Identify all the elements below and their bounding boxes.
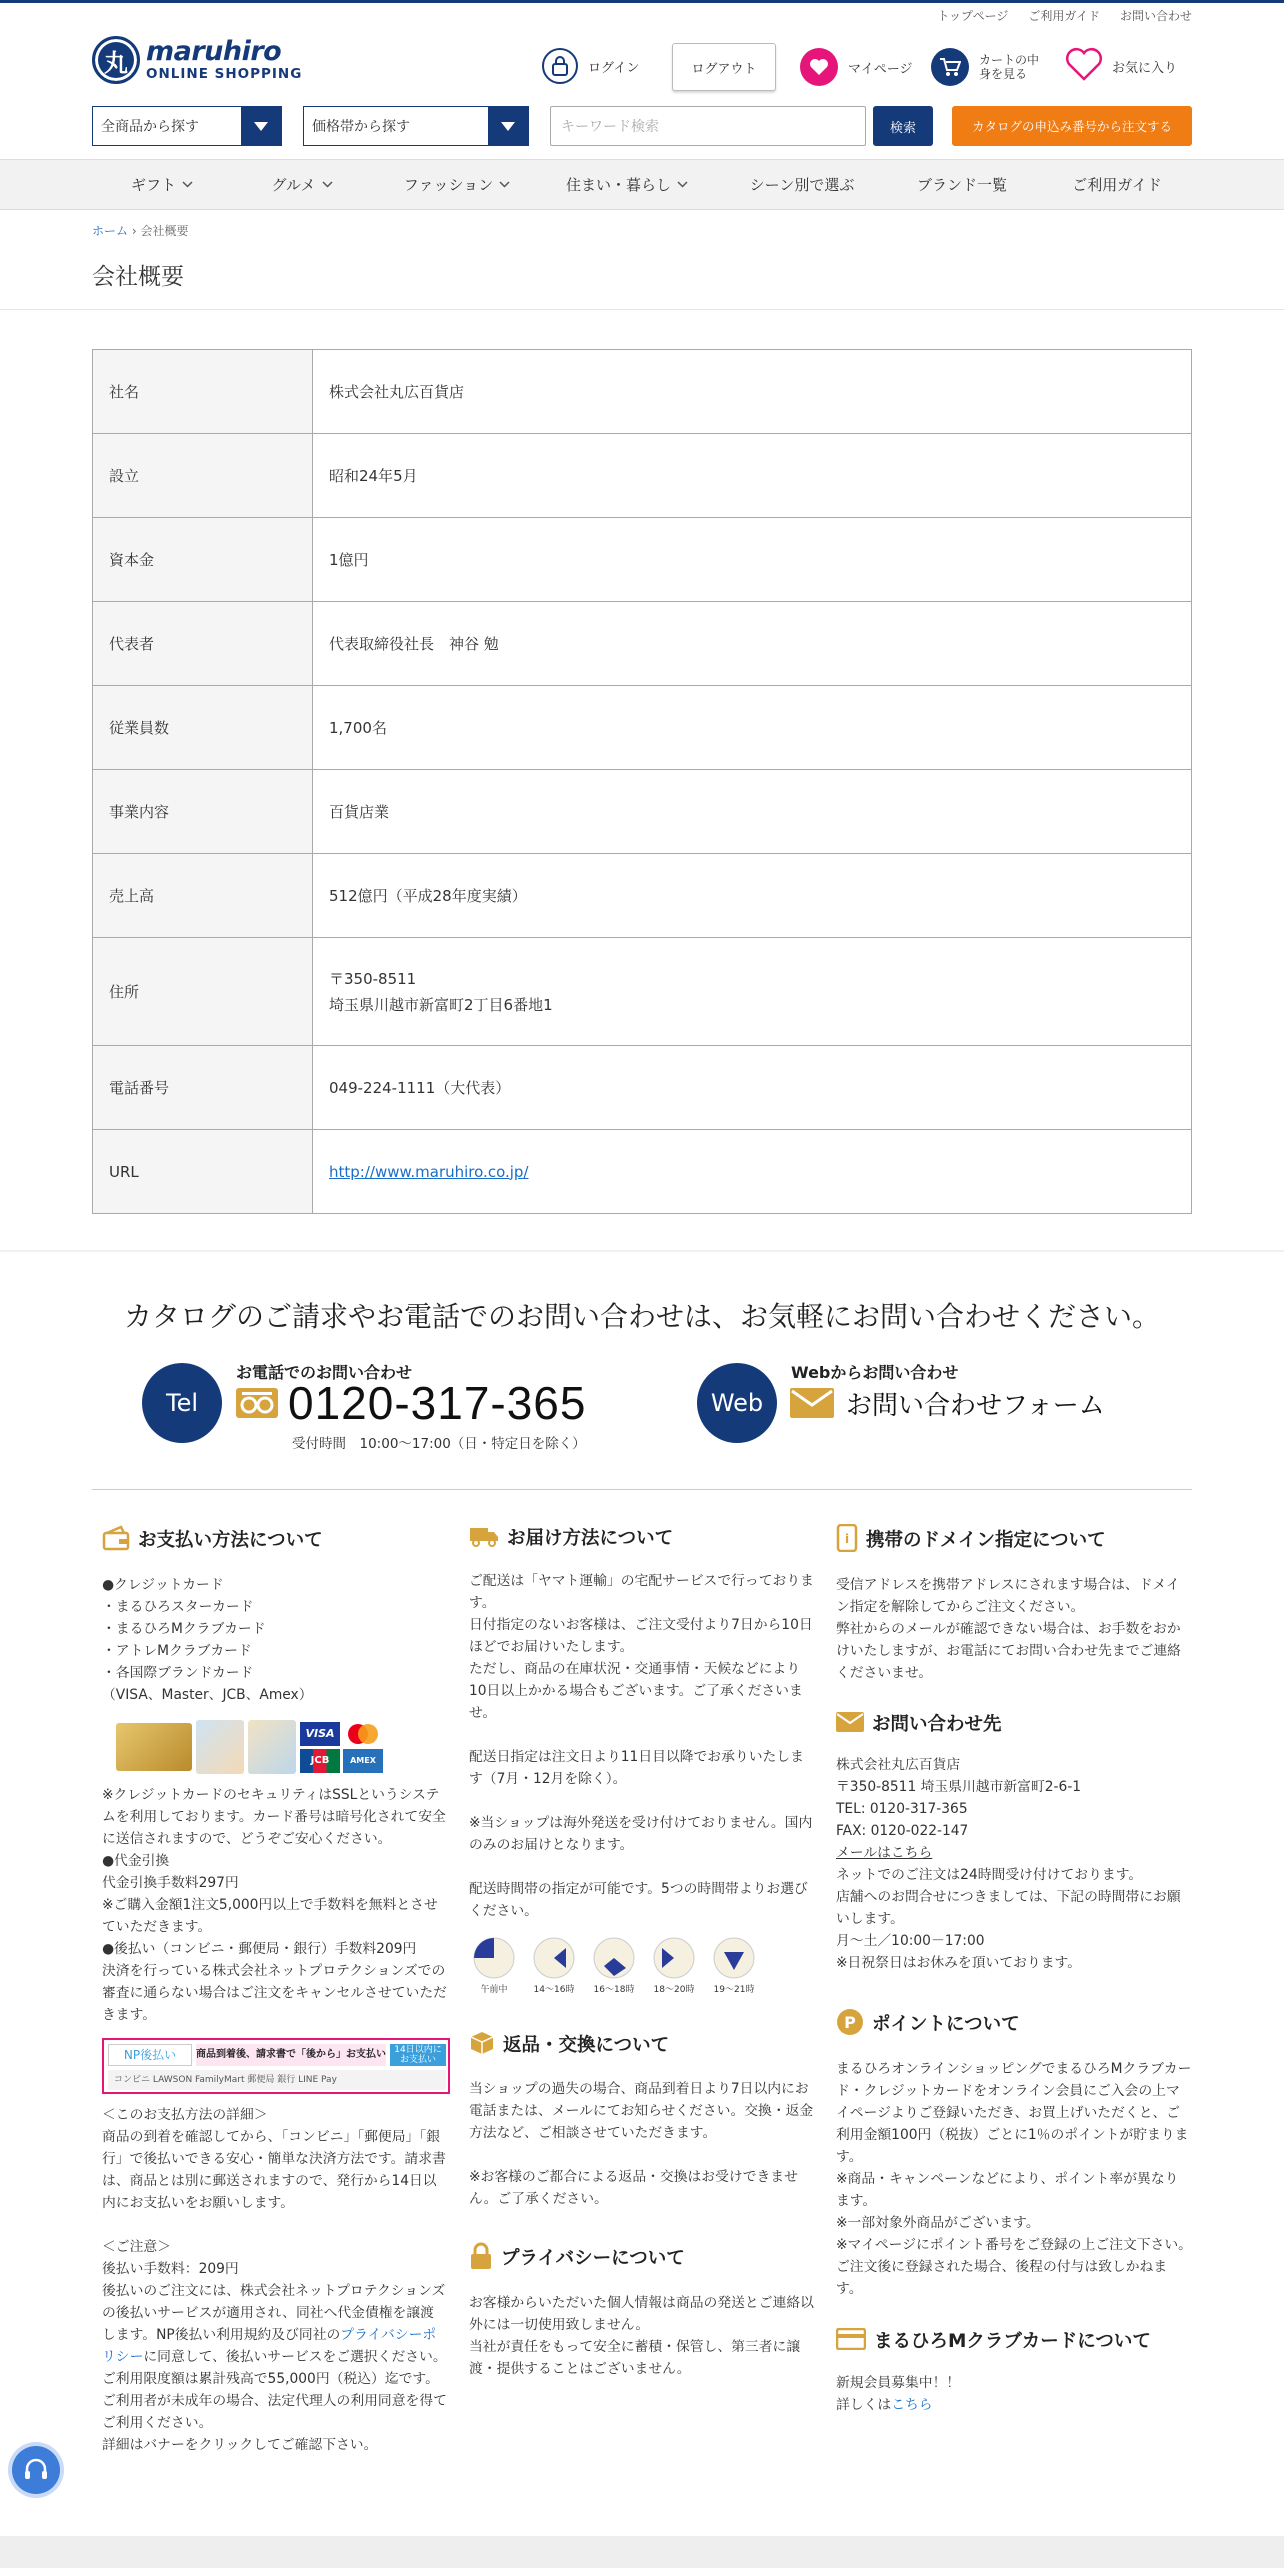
table-row xyxy=(93,350,1192,434)
time-slots xyxy=(471,1936,814,1996)
clock-icon xyxy=(652,1936,696,1980)
nav-item-brands[interactable] xyxy=(882,160,1042,209)
logout-button[interactable]: ログアウト xyxy=(672,43,776,91)
login-button[interactable] xyxy=(542,48,639,84)
card-icon xyxy=(836,2328,866,2356)
breadcrumb-sep: › xyxy=(131,224,137,238)
web-label: Webからお問い合わせ xyxy=(791,1363,959,1382)
envelope-icon xyxy=(836,1712,864,1738)
price-select-value: 価格帯から探す xyxy=(312,119,410,135)
divider xyxy=(92,1489,1192,1490)
nav-label: ブランド一覧 xyxy=(916,176,1007,194)
row-value: 049-224-1111（大代表） xyxy=(313,1046,1192,1130)
clock-icon xyxy=(592,1936,636,1980)
divider xyxy=(0,309,1284,310)
logo-mark: 丸 xyxy=(92,36,140,84)
time-slot-label: 14〜16時 xyxy=(533,1985,575,1995)
mypage-label: マイページ xyxy=(848,61,913,77)
inquiry-title: お問い合わせ先 xyxy=(872,1714,1002,1735)
brand-logos xyxy=(300,1722,383,1773)
nav-label: ご利用ガイド xyxy=(1072,176,1162,194)
returns-section xyxy=(469,2030,814,2210)
login-label: ログイン xyxy=(588,60,640,76)
free-dial-icon xyxy=(236,1388,278,1422)
mclub-link[interactable]: こちら xyxy=(891,2397,933,2413)
truck-icon xyxy=(469,1524,499,1554)
chevron-down-icon xyxy=(182,181,193,188)
util-link-contact[interactable]: お問い合わせ xyxy=(1119,9,1192,23)
nav-item-scene[interactable] xyxy=(722,160,882,209)
time-slot-label: 16〜18時 xyxy=(593,1985,635,1995)
privacy-policy-link[interactable]: プライバシーポリシー xyxy=(102,2327,437,2365)
row-key: 電話番号 xyxy=(93,1046,313,1130)
row-key: 社名 xyxy=(93,350,313,434)
svg-text:i: i xyxy=(844,1532,850,1546)
support-chat-button[interactable] xyxy=(12,2446,60,2494)
time-slot xyxy=(651,1936,697,1996)
company-info-table xyxy=(92,349,1192,1214)
tel-label: お電話でのお問い合わせ xyxy=(236,1363,413,1382)
footer-band xyxy=(0,2536,1284,2568)
returns-title: 返品・交換について xyxy=(503,2035,670,2056)
page-title: 会社概要 xyxy=(92,264,184,290)
points-section xyxy=(836,2008,1192,2300)
clock-icon xyxy=(472,1936,516,1980)
breadcrumb xyxy=(92,222,189,239)
logo-subtext: ONLINE SHOPPING xyxy=(146,66,303,82)
contact-form-link[interactable]: お問い合わせフォーム xyxy=(846,1391,1105,1421)
chevron-down-icon xyxy=(488,107,528,145)
logo-text: maruhiro xyxy=(146,36,282,67)
table-row xyxy=(93,602,1192,686)
points-text: まるひろオンラインショッピングでまるひろMクラブカード・クレジットカードをオンライン会員にご入会の上マイページよりご登録いただき、お買上げいただくと、ご利用金額100円（税抜）ごとに1％のポイントが貯まります。 ※商品・キャンペーンなどにより、ポイント率が異なります。 ※一部対象外商品がございます。 ※マイページにポイント番号をご登録の上ご注文下さい。ご注文後に登録された場合、後程の付与は致しかねます。 xyxy=(836,2061,1192,2297)
delivery-section xyxy=(469,1524,814,1996)
nav-item-living[interactable] xyxy=(542,160,712,209)
table-row xyxy=(93,854,1192,938)
main-nav xyxy=(0,159,1284,210)
row-key: 売上高 xyxy=(93,854,313,938)
wallet-icon xyxy=(102,1524,130,1558)
jcb-logo: JCB xyxy=(300,1749,340,1773)
amex-logo: AMEX xyxy=(343,1749,383,1773)
privacy-text: お客様からいただいた個人情報は商品の発送とご連絡以外には一切使用致しません。 当社が責任をもって安全に蓄積・保管し、第三者に譲渡・提供することはございません。 xyxy=(469,2295,814,2377)
nav-label: 住まい・暮らし xyxy=(565,176,671,194)
payment-section xyxy=(102,1524,447,2456)
row-key: 従業員数 xyxy=(93,686,313,770)
contact-title: カタログのご請求やお電話でのお問い合わせは、お気軽にお問い合わせください。 xyxy=(123,1300,1160,1333)
utility-links xyxy=(937,7,1192,24)
row-key: 資本金 xyxy=(93,518,313,602)
np-payment-banner[interactable] xyxy=(102,2038,450,2094)
mclub-card-image xyxy=(196,1720,244,1774)
clock-icon xyxy=(712,1936,756,1980)
site-logo[interactable] xyxy=(92,36,302,84)
heart-icon xyxy=(800,48,838,86)
clock-icon xyxy=(532,1936,576,1980)
payment-text-3: ＜このお支払方法の詳細＞ 商品の到着を確認してから、「コンビニ」「郵便局」「銀行」で後払いできる安心・簡単な決済方法です。請求書は、商品とは別に郵送されますので、発行から14日以内にお支払いをお願いします。 ＜ご注意＞ 後払い手数料：209円 後払いのご注文には、株式会社ネットプロテクションズの後払いサービスが適用され、同社へ代金債権を譲渡します。NP後払い利用規約及び同社の xyxy=(102,2107,446,2343)
np-banner-text: 商品到着後、請求書で「後から」お支払い xyxy=(196,2044,386,2066)
chevron-down-icon xyxy=(322,181,333,188)
privacy-title: プライバシーについて xyxy=(501,2248,685,2269)
price-select[interactable] xyxy=(303,106,529,146)
favorites-button[interactable] xyxy=(1064,46,1177,86)
chevron-down-icon xyxy=(241,107,281,145)
time-slot-label: 18〜20時 xyxy=(653,1985,695,1995)
returns-text: 当ショップの過失の場合、商品到着日より7日以内にお電話または、メールにてお知らせください。交換・返金方法など、ご相談させていただきます。 ※お客様のご都合による返品・交換はお受けできません。ご了承ください。 xyxy=(469,2081,814,2207)
delivery-title: お届け方法について xyxy=(507,1528,674,1549)
search-input[interactable]: キーワード検索 xyxy=(550,106,866,146)
util-link-guide[interactable]: ご利用ガイド xyxy=(1028,9,1100,23)
tel-hours: 受付時間 10:00～17:00（日・特定日を除く） xyxy=(292,1436,586,1452)
mail-icon xyxy=(790,1388,834,1422)
favorites-label: お気に入り xyxy=(1112,60,1178,76)
mclub-title: まるひろMクラブカードについて xyxy=(874,2331,1151,2352)
table-row xyxy=(93,518,1192,602)
np-logo: NP後払い xyxy=(108,2044,192,2066)
row-value: 百貨店業 xyxy=(313,770,1192,854)
time-slot-label: 午前中 xyxy=(480,1985,508,1995)
category-select-value: 全商品から探す xyxy=(101,119,199,135)
mail-link[interactable]: メールはこちら xyxy=(836,1845,933,1861)
company-url-link[interactable]: http://www.maruhiro.co.jp/ xyxy=(329,1162,529,1181)
breadcrumb-current: 会社概要 xyxy=(140,224,189,238)
delivery-text: ご配送は「ヤマト運輸」の宅配サービスで行っております。 日付指定のないお客様は、ご注文受付より7日から10日ほどでお届けいたします。 ただし、商品の在庫状況・交通事情・天候などにより10日以上かかる場合もございます。ご了承くださいませ。 配送日指定は注文日より11日目以降でお承りいたします（7月・12月を除く）。 ※当ショップは海外発送を受け付けておりません。国内のみのお届けとなります。 配送時間帯の指定が可能です。5つの時間帯よりお選びください。 xyxy=(469,1573,814,1919)
time-slot xyxy=(471,1936,517,1996)
payment-text-4: に同意して、後払いサービスをご選択ください。 ご利用限度額は累計残高で55,000円（税込）迄です。 ご利用者が未成年の場合、法定代理人の利用同意を得てご利用ください。 詳細はバナーをクリックしてご確認下さい。 xyxy=(102,2349,447,2453)
mclub-section xyxy=(836,2328,1192,2416)
table-row xyxy=(93,1046,1192,1130)
privacy-section xyxy=(469,2242,814,2380)
time-slot xyxy=(591,1936,637,1996)
row-value: 1億円 xyxy=(313,518,1192,602)
row-key: 設立 xyxy=(93,434,313,518)
row-value: 代表取締役社長 神谷 勉 xyxy=(313,602,1192,686)
nav-item-guide[interactable] xyxy=(1042,160,1192,209)
catalog-order-button[interactable]: カタログの申込み番号から注文する xyxy=(952,106,1192,146)
breadcrumb-home[interactable]: ホーム xyxy=(92,224,129,238)
mastercard-logo xyxy=(343,1722,383,1746)
nav-label: ファッション xyxy=(403,176,494,194)
cart-button[interactable] xyxy=(931,48,1045,86)
inquiry-text-1: 株式会社丸広百貨店 〒350-8511 埼玉県川越市新富町2-6-1 TEL: 0120-317-365 FAX: 0120-022-147 xyxy=(836,1757,1082,1839)
payment-text-1: ●クレジットカード ・まるひろスターカード ・まるひろMクラブカード ・アトレMクラブカード ・各国際ブランドカード （VISA、Master、JCB、Amex） xyxy=(102,1577,313,1703)
points-icon xyxy=(836,2008,864,2042)
table-row xyxy=(93,938,1192,1046)
row-value: 1,700名 xyxy=(313,686,1192,770)
domain-section xyxy=(836,1524,1192,1684)
lock-icon xyxy=(542,48,578,84)
row-value: 512億円（平成28年度実績） xyxy=(313,854,1192,938)
time-slot xyxy=(531,1936,577,1996)
chevron-down-icon xyxy=(499,181,510,188)
nav-label: シーン別で選ぶ xyxy=(749,176,855,194)
table-row xyxy=(93,686,1192,770)
cart-icon xyxy=(931,48,969,86)
table-row xyxy=(93,434,1192,518)
row-key: 事業内容 xyxy=(93,770,313,854)
domain-text: 受信アドレスを携帯アドレスにされます場合は、ドメイン指定を解除してからご注文ください。 弊社からのメールが確認できない場合は、お手数をおかけいたしますが、お電話にてお問い合わせ先までご連絡くださいませ。 xyxy=(836,1577,1181,1681)
row-key: URL xyxy=(93,1130,313,1214)
padlock-icon xyxy=(469,2242,493,2276)
card-logos xyxy=(116,1720,447,1774)
cart-label: カートの中身を見る xyxy=(979,53,1040,81)
headset-icon xyxy=(23,2457,49,2483)
tel-icon: Tel xyxy=(142,1363,222,1443)
box-icon xyxy=(469,2030,495,2062)
nav-label: グルメ xyxy=(271,176,316,194)
np-days-badge: 14日以内にお支払い xyxy=(390,2044,446,2066)
table-row xyxy=(93,1130,1192,1214)
star-card-image xyxy=(116,1723,192,1771)
chevron-down-icon xyxy=(677,181,688,188)
atre-card-image xyxy=(248,1720,296,1774)
inquiry-section xyxy=(836,1712,1192,1974)
web-icon: Web xyxy=(697,1363,777,1443)
svg-text:P: P xyxy=(844,2013,856,2032)
tel-number[interactable]: 0120-317-365 xyxy=(288,1377,587,1429)
row-key: 代表者 xyxy=(93,602,313,686)
row-value: 株式会社丸広百貨店 xyxy=(313,350,1192,434)
domain-title: 携帯のドメイン指定について xyxy=(866,1530,1106,1551)
heart-outline-icon xyxy=(1064,46,1104,86)
nav-label: ギフト xyxy=(130,176,176,194)
points-title: ポイントについて xyxy=(872,2014,1020,2035)
nav-item-fashion[interactable] xyxy=(382,160,532,209)
visa-logo: VISA xyxy=(300,1722,340,1746)
np-stores: コンビニ LAWSON FamilyMart 郵便局 銀行 LINE Pay xyxy=(108,2070,446,2090)
payment-text-2: ※クレジットカードのセキュリティはSSLというシステムを利用しております。カード番号は暗号化されて安全に送信されますので、どうぞご安心ください。 ●代金引換 代金引換手数料297円 ※ご購入金額1注文5,000円以上で手数料を無料とさせていただきます。 ●後払い（コンビニ・郵便局・銀行）手数料209円 決済を行っている株式会社ネットプロテクションズでの審査に通らない場合はご注文をキャンセルさせていただきます。 xyxy=(102,1787,447,2023)
top-line xyxy=(0,0,1284,3)
section-divider xyxy=(0,1250,1284,1252)
nav-item-gift[interactable] xyxy=(92,160,232,209)
table-row xyxy=(93,770,1192,854)
inquiry-text-2: ネットでのご注文は24時間受け付けております。 店舗へのお問合せにつきましては、下記の時間帯にお願いします。 月～土／10:00－17:00 ※日祝祭日はお休みを頂いております。 xyxy=(836,1867,1181,1971)
payment-title: お支払い方法について xyxy=(138,1530,323,1551)
time-slot-label: 19〜21時 xyxy=(713,1985,755,1995)
row-value: 昭和24年5月 xyxy=(313,434,1192,518)
row-key: 住所 xyxy=(93,938,313,1046)
util-link-top[interactable]: トップページ xyxy=(937,9,1009,23)
row-value: 〒350-8511 埼玉県川越市新富町2丁目6番地1 xyxy=(313,938,1192,1046)
search-button[interactable]: 検索 xyxy=(873,106,933,146)
category-select[interactable] xyxy=(92,106,282,146)
mclub-text: 新規会員募集中！！ 詳しくは xyxy=(836,2375,961,2413)
mypage-button[interactable] xyxy=(800,48,912,86)
nav-item-gourmet[interactable] xyxy=(232,160,372,209)
time-slot xyxy=(711,1936,757,1996)
mobile-icon xyxy=(836,1524,858,1558)
